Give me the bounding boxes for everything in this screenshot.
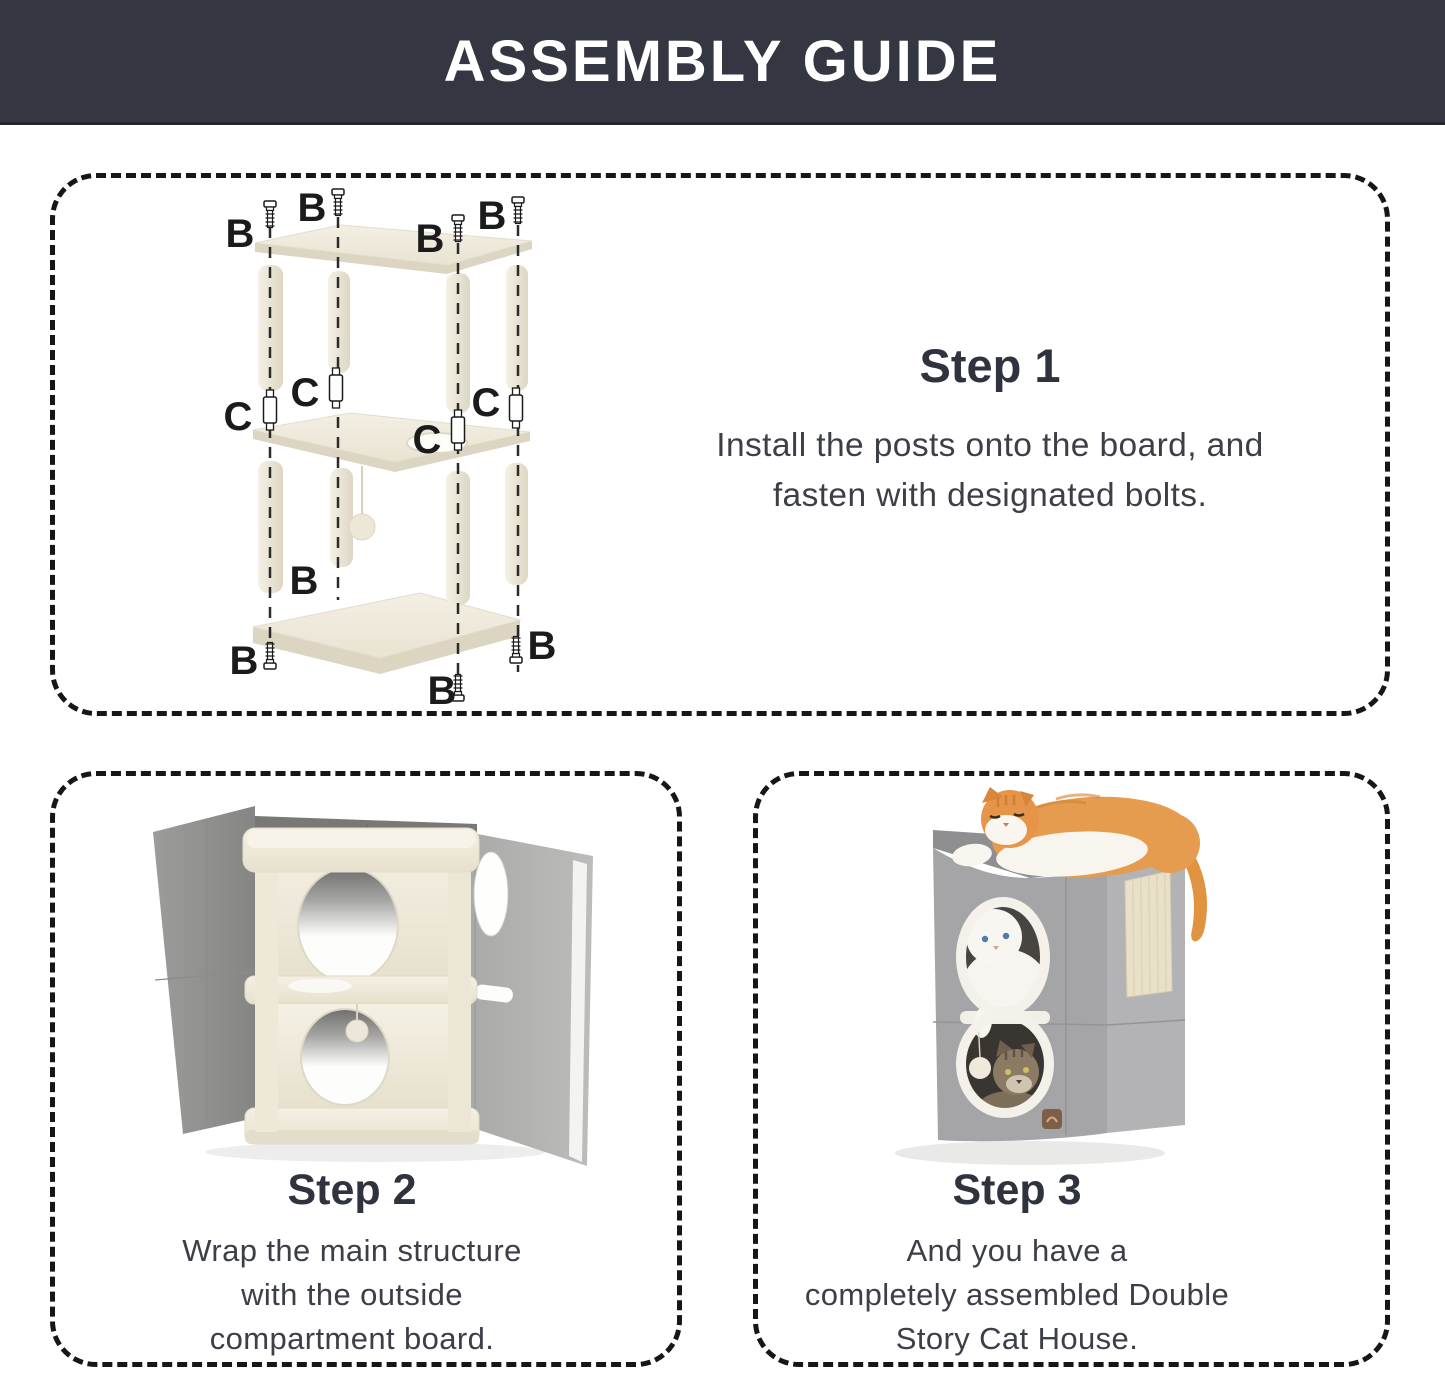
part-label-c: C bbox=[290, 371, 320, 415]
step2-description-line-1: Wrap the main structure bbox=[182, 1233, 522, 1268]
ground-shadow bbox=[895, 1141, 1165, 1165]
step1-description-line-1: Install the posts onto the board, and bbox=[716, 427, 1264, 464]
part-label-c: C bbox=[412, 418, 442, 462]
brand-logo-tag bbox=[1042, 1109, 1062, 1129]
panel-window-hole bbox=[474, 852, 508, 936]
ground-shadow bbox=[205, 1142, 545, 1162]
part-label-c: C bbox=[471, 381, 501, 425]
step2-title: Step 2 bbox=[287, 1166, 417, 1214]
step1-title: Step 1 bbox=[919, 339, 1061, 392]
part-label-b: B bbox=[225, 212, 255, 256]
step3-text-block bbox=[757, 1166, 1277, 1361]
lower-oval-opening bbox=[301, 1009, 389, 1105]
cat-house-photo bbox=[820, 785, 1280, 1185]
exploded-diagram bbox=[200, 185, 580, 715]
step2-description-line-3: compartment board. bbox=[209, 1321, 495, 1356]
header-banner bbox=[0, 0, 1445, 125]
step1-text-block bbox=[660, 338, 1320, 521]
left-compartment-panel bbox=[153, 806, 255, 1134]
part-label-b: B bbox=[289, 559, 319, 603]
wrap-structure-illustration bbox=[95, 780, 635, 1180]
sisal-scratch-pad bbox=[1125, 871, 1172, 997]
part-label-c: C bbox=[223, 395, 253, 439]
part-label-b: B bbox=[477, 194, 507, 238]
step3-description-line-3: Story Cat House. bbox=[895, 1321, 1139, 1356]
part-label-b: B bbox=[229, 639, 259, 683]
step1-description-line-2: fasten with designated bolts. bbox=[772, 477, 1208, 514]
main-structure bbox=[243, 828, 479, 1144]
upper-oval-opening bbox=[298, 868, 398, 982]
part-label-b: B bbox=[527, 624, 557, 668]
right-compartment-panel bbox=[467, 832, 593, 1166]
step3-description-line-2: completely assembled Double bbox=[804, 1277, 1230, 1312]
part-label-b: B bbox=[297, 186, 327, 230]
step3-title: Step 3 bbox=[952, 1166, 1082, 1214]
bottom-board bbox=[253, 593, 520, 674]
step2-text-block bbox=[92, 1166, 612, 1361]
page-title: ASSEMBLY GUIDE bbox=[443, 28, 1002, 94]
step2-description-line-2: with the outside bbox=[241, 1277, 463, 1312]
part-label-b: B bbox=[427, 669, 457, 713]
step3-description-line-1: And you have a bbox=[906, 1233, 1128, 1268]
part-label-b: B bbox=[415, 217, 445, 261]
